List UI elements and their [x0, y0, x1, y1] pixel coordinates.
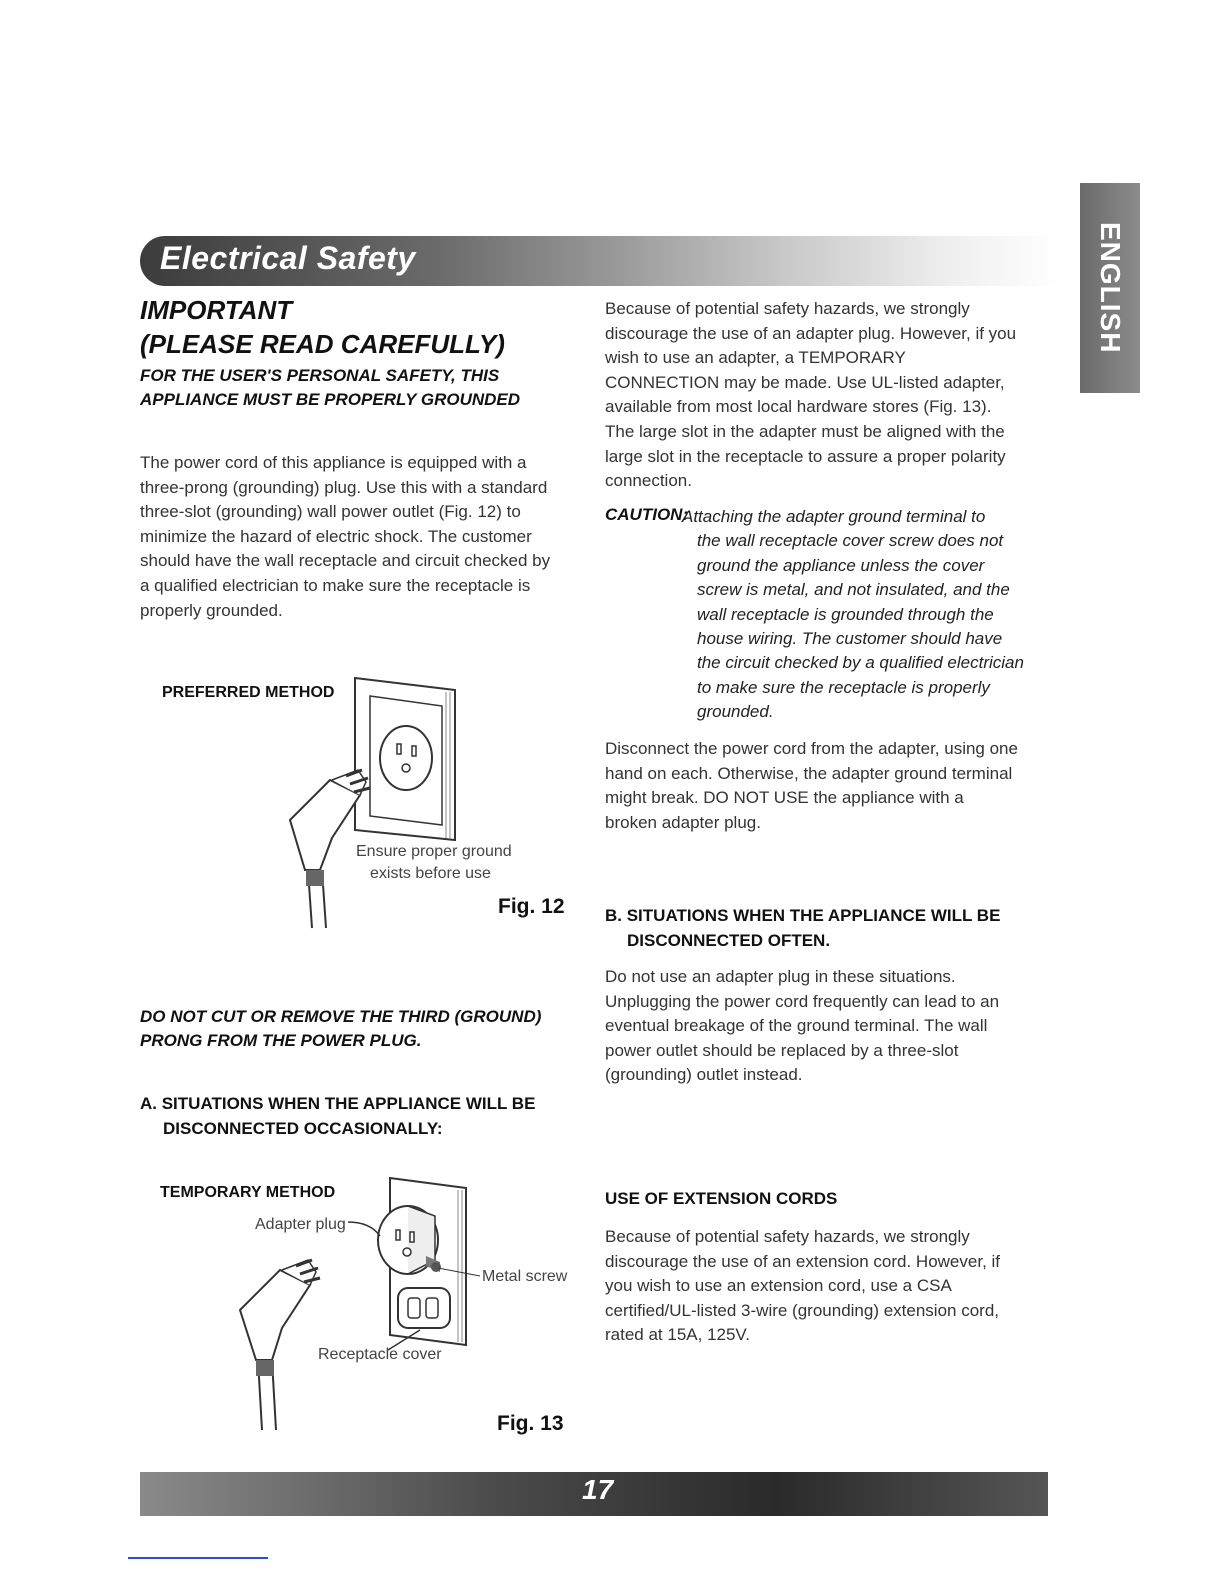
section-b-heading-line1: B. SITUATIONS WHEN THE APPLIANCE WILL BE: [605, 906, 1001, 925]
caution-line: screw is metal, and not insulated, and the: [697, 580, 1010, 600]
text-line: you wish to use an extension cord, use a CSA: [605, 1276, 952, 1296]
caution-line: Attaching the adapter ground terminal to: [682, 507, 986, 526]
preferred-method-label: PREFERRED METHOD: [162, 684, 335, 701]
extension-cords-heading: USE OF EXTENSION CORDS: [605, 1189, 838, 1208]
section-b-paragraph: [605, 965, 999, 1088]
intro-paragraph: [140, 451, 550, 623]
metal-screw-callout: Metal screw: [482, 1268, 568, 1285]
adapter-paragraph: [605, 297, 1016, 494]
language-tab-label: ENGLISH: [1095, 222, 1126, 354]
caution-line: the wall receptacle cover screw does not: [697, 531, 1004, 551]
grounding-warning-line1: FOR THE USER'S PERSONAL SAFETY, THIS: [140, 366, 500, 385]
text-line: The power cord of this appliance is equipped with a: [140, 453, 527, 472]
important-subheading: (PLEASE READ CAREFULLY): [140, 329, 505, 359]
text-line: discourage the use of an extension cord. However, if: [605, 1251, 1001, 1271]
disconnect-paragraph: [605, 737, 1018, 835]
section-b-heading-line2: DISCONNECTED OFTEN.: [627, 931, 831, 950]
text-line: large slot in the receptacle to assure a proper polarity: [605, 446, 1006, 466]
text-line: wish to use an adapter, a TEMPORARY: [605, 348, 906, 368]
fig13-label: Fig. 13: [497, 1412, 564, 1435]
page-number: 17: [582, 1474, 614, 1505]
text-line: (grounding) outlet instead.: [605, 1065, 803, 1085]
do-not-cut-warning-line2: PRONG FROM THE POWER PLUG.: [140, 1031, 422, 1050]
fig12-caption-line2: exists before use: [370, 865, 491, 882]
text-line: Because of potential safety hazards, we strongly: [605, 1227, 970, 1246]
important-heading: IMPORTANT: [140, 295, 293, 325]
text-line: available from most local hardware stores (Fig. 13).: [605, 397, 992, 417]
do-not-cut-warning-line1: DO NOT CUT OR REMOVE THE THIRD (GROUND): [140, 1007, 542, 1026]
text-line: rated at 15A, 125V.: [605, 1325, 750, 1345]
text-line: connection.: [605, 471, 692, 491]
text-line: three-prong (grounding) plug. Use this with a standard: [140, 477, 548, 497]
extension-cords-paragraph: [605, 1225, 1000, 1348]
text-line: hand on each. Otherwise, the adapter ground terminal: [605, 763, 1013, 783]
caution-line: wall receptacle is grounded through the: [697, 604, 994, 624]
bottom-divider: [128, 1557, 268, 1559]
temporary-method-label: TEMPORARY METHOD: [160, 1184, 336, 1201]
caution-line: grounded.: [697, 702, 774, 722]
text-line: Unplugging the power cord frequently can lead to an: [605, 991, 1000, 1011]
text-line: The large slot in the adapter must be aligned with the: [605, 421, 1005, 441]
text-line: Do not use an adapter plug in these situations.: [605, 967, 956, 986]
text-line: broken adapter plug.: [605, 812, 761, 832]
fig12-caption-line1: Ensure proper ground: [356, 843, 512, 860]
text-line: minimize the hazard of electric shock. The customer: [140, 526, 532, 546]
section-a-heading-line2: DISCONNECTED OCCASIONALLY:: [163, 1119, 443, 1138]
caution-line: house wiring. The customer should have: [697, 629, 1003, 649]
caution-line: ground the appliance unless the cover: [697, 555, 985, 575]
text-line: Because of potential safety hazards, we strongly: [605, 299, 970, 318]
caution-line: the circuit checked by a qualified electrician: [697, 653, 1024, 673]
text-line: power outlet should be replaced by a three-slot: [605, 1040, 959, 1060]
section-a-heading-line1: A. SITUATIONS WHEN THE APPLIANCE WILL BE: [140, 1094, 536, 1113]
text-line: CONNECTION may be made. Use UL-listed adapter,: [605, 372, 1005, 392]
grounding-warning-line2: APPLIANCE MUST BE PROPERLY GROUNDED: [140, 390, 521, 409]
text-line: Disconnect the power cord from the adapter, using one: [605, 739, 1018, 758]
adapter-plug-illustration: [230, 1170, 490, 1440]
text-line: properly grounded.: [140, 600, 283, 620]
grounded-plug-illustration: [270, 670, 470, 930]
receptacle-cover-callout: Receptacle cover: [318, 1346, 442, 1363]
text-line: might break. DO NOT USE the appliance with a: [605, 788, 964, 808]
text-line: three-slot (grounding) wall power outlet (Fig. 12) to: [140, 502, 521, 522]
caution-line: to make sure the receptacle is properly: [697, 677, 990, 697]
section-title: Electrical Safety: [160, 240, 416, 276]
adapter-plug-callout: Adapter plug: [255, 1216, 346, 1233]
caution-text: [682, 505, 1024, 725]
text-line: a qualified electrician to make sure the receptacle is: [140, 575, 531, 595]
caution-label: CAUTION:: [605, 505, 689, 524]
text-line: eventual breakage of the ground terminal. The wall: [605, 1016, 988, 1036]
text-line: certified/UL-listed 3-wire (grounding) extension cord,: [605, 1300, 1000, 1320]
text-line: should have the wall receptacle and circuit checked by: [140, 551, 551, 571]
fig12-label: Fig. 12: [498, 895, 565, 918]
text-line: discourage the use of an adapter plug. However, if you: [605, 323, 1017, 343]
